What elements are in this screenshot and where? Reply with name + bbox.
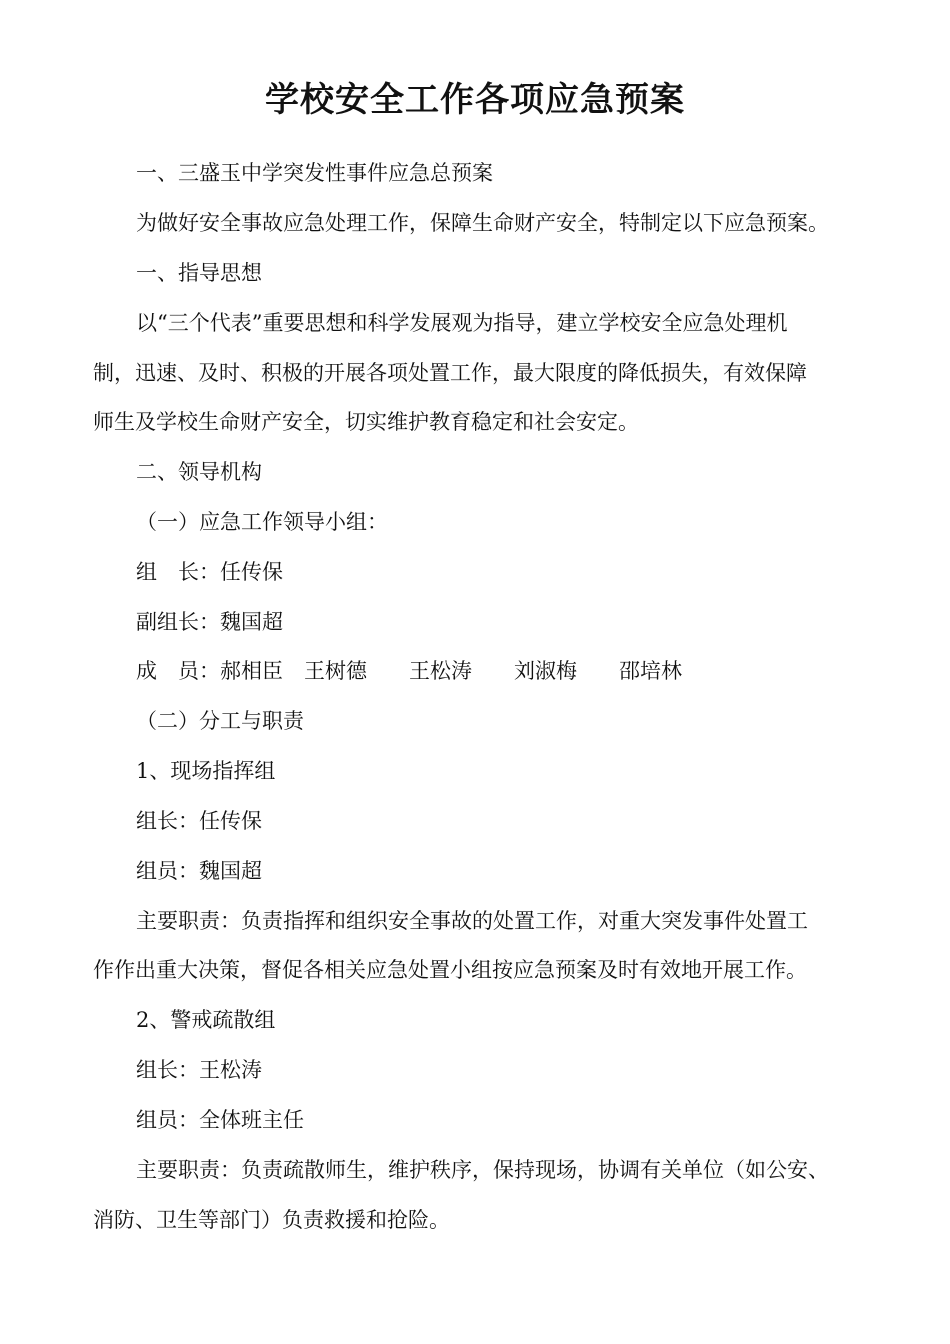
deputy-leader-line: 副组长：魏国超: [136, 610, 283, 634]
document-title: 学校安全工作各项应急预案: [265, 80, 685, 120]
heading-evacuation-group: 2、警戒疏散组: [136, 1008, 276, 1032]
evacuation-group-leader: 组长：王松涛: [136, 1058, 262, 1082]
command-duties-line-1: 主要职责：负责指挥和组织安全事故的处置工作，对重大突发事件处置工: [136, 909, 808, 933]
command-duties-line-2: 作作出重大决策，督促各相关应急处置小组按应急预案及时有效地开展工作。: [93, 958, 807, 982]
subheading-division-duties: （二）分工与职责: [136, 709, 304, 733]
section-heading-general-plan: 一、三盛玉中学突发性事件应急总预案: [136, 161, 493, 185]
evacuation-duties-line-1: 主要职责：负责疏散师生，维护秩序，保持现场，协调有关单位（如公安、: [136, 1158, 829, 1182]
command-group-member: 组员：魏国超: [136, 859, 262, 883]
ideology-paragraph-line-1: 以“三个代表”重要思想和科学发展观为指导，建立学校安全应急处理机: [136, 311, 788, 335]
heading-leadership: 二、领导机构: [136, 460, 262, 484]
ideology-paragraph-line-3: 师生及学校生命财产安全，切实维护教育稳定和社会安定。: [93, 410, 639, 434]
heading-guiding-ideology: 一、指导思想: [136, 261, 262, 285]
subheading-emergency-group: （一）应急工作领导小组：: [136, 510, 388, 534]
group-leader-line: 组 长：任传保: [136, 560, 283, 584]
evacuation-duties-line-2: 消防、卫生等部门）负责救援和抢险。: [93, 1208, 450, 1232]
heading-command-group: 1、现场指挥组: [136, 759, 276, 783]
intro-paragraph: 为做好安全事故应急处理工作，保障生命财产安全，特制定以下应急预案。: [136, 211, 829, 235]
members-line: 成 员：郝相臣 王树德 王松涛 刘淑梅 邵培林: [136, 659, 682, 683]
ideology-paragraph-line-2: 制，迅速、及时、积极的开展各项处置工作，最大限度的降低损失，有效保障: [93, 361, 807, 385]
command-group-leader: 组长：任传保: [136, 809, 262, 833]
evacuation-group-members: 组员：全体班主任: [136, 1108, 304, 1132]
